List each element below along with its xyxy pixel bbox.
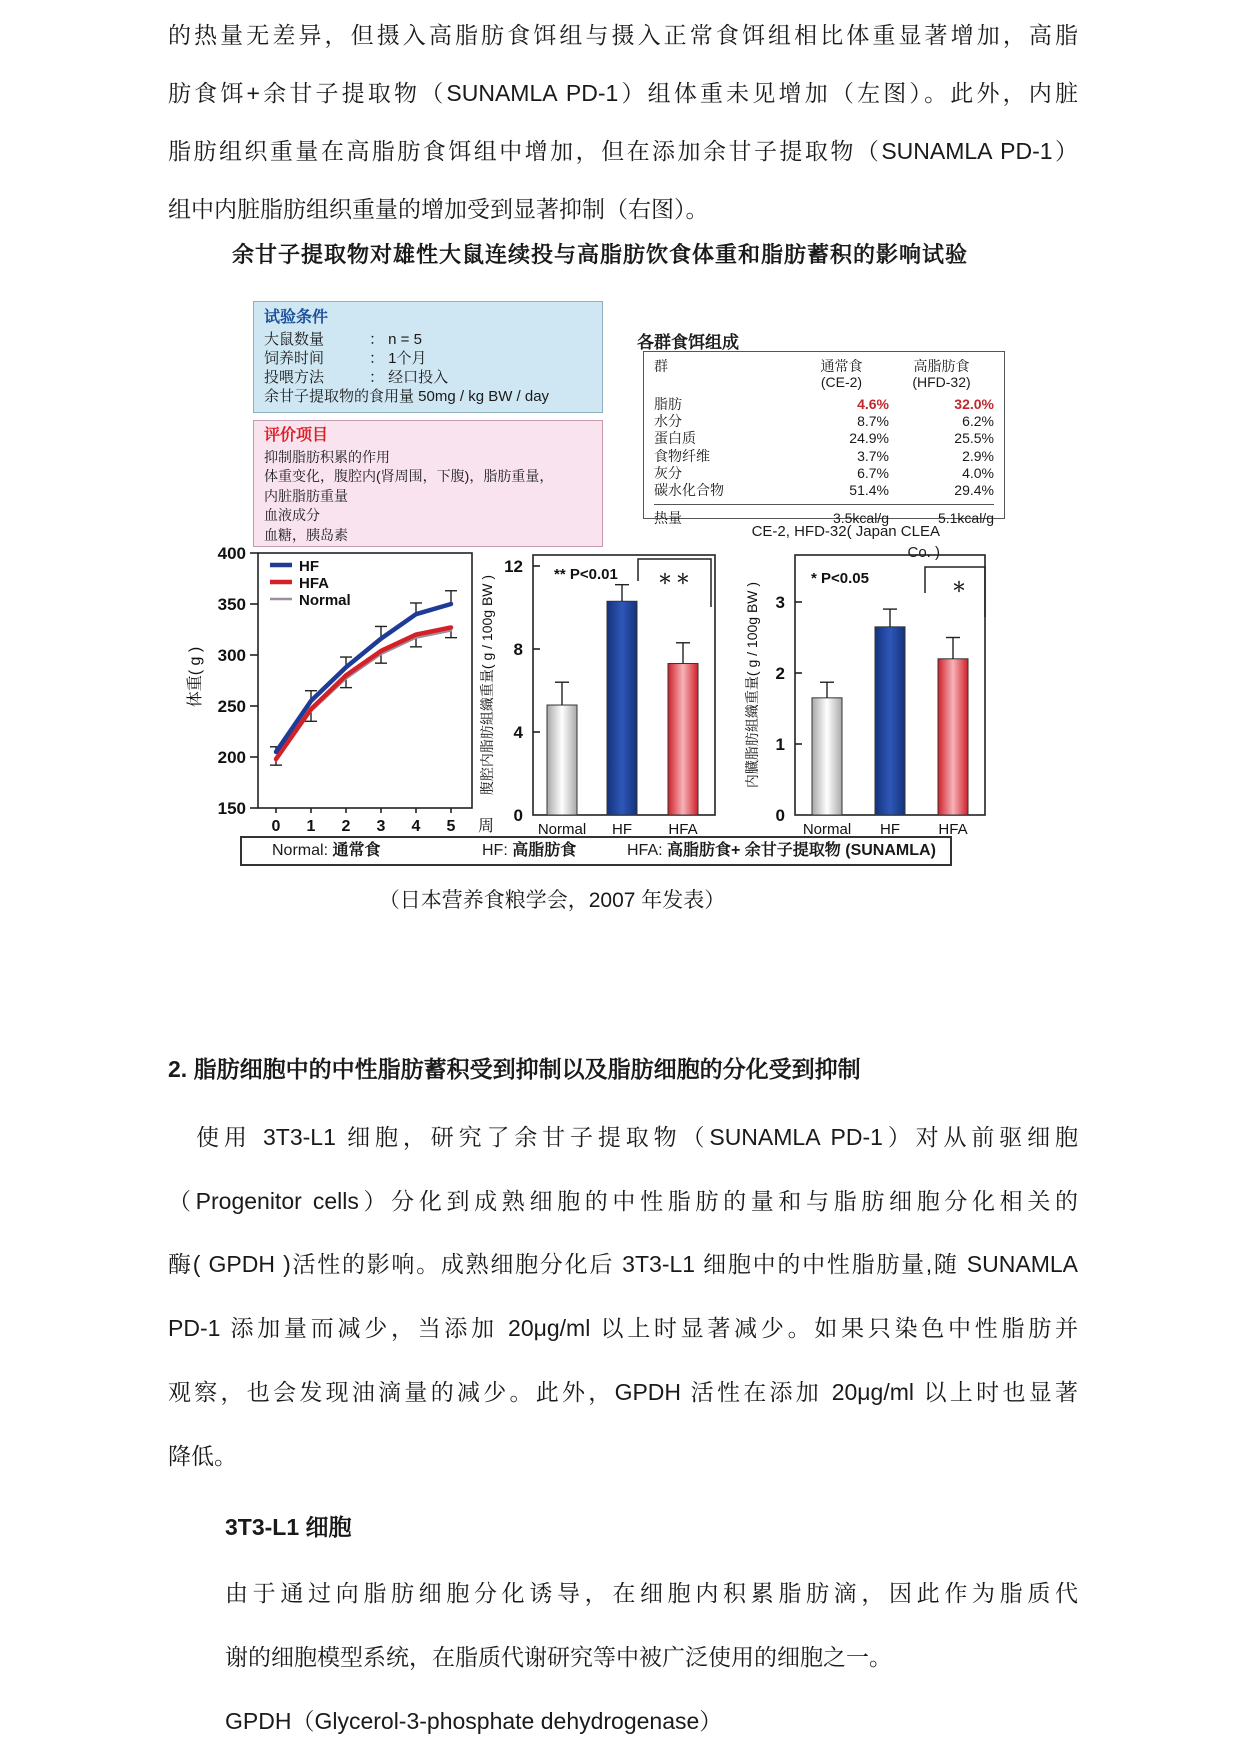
svg-text:150: 150 <box>217 799 246 818</box>
note-line: 谢的细胞模型系统，在脂质代谢研究等中被广泛使用的细胞之一。 <box>225 1644 892 1670</box>
condition-row <box>264 368 592 387</box>
table-row: 灰分 6.7% 4.0% <box>654 464 994 481</box>
svg-text:3: 3 <box>775 593 785 612</box>
table-row-energy: 热量 3.5kcal/g 5.1kcal/g <box>654 504 994 527</box>
evaluation-line: 血糖，胰岛素 <box>264 526 348 543</box>
condition-row <box>264 349 592 368</box>
diet-table-footnote: CE-2, HFD-32( Japan CLEA Co. ) <box>751 523 940 561</box>
evaluation-line: 抑制脂肪积累的作用 <box>264 448 390 465</box>
condition-label: 饲养时间 <box>264 350 325 367</box>
intro-line: 肪食饵+余甘子提取物（SUNAMLA PD-1）组体重未见增加（左图）。此外，内脏 <box>168 80 1078 106</box>
svg-text:** P<0.01: ** P<0.01 <box>554 566 618 583</box>
svg-text:200: 200 <box>217 748 246 767</box>
note-line: GPDH（Glycerol-3-phosphate dehydrogenase） <box>225 1708 723 1734</box>
table-row: 碳水化合物 51.4% 29.4% <box>654 482 994 499</box>
evaluation-line: 内脏脂肪重量 <box>264 487 348 504</box>
svg-text:8: 8 <box>513 640 523 659</box>
body-line: 酶( GPDH )活性的影响。成熟细胞分化后 3T3-L1 细胞中的中性脂肪量,随 SUNAMLA <box>168 1251 1078 1277</box>
condition-value: ： n = 5 <box>369 331 422 348</box>
note-line: 由于通过向脂肪细胞分化诱导，在细胞内积累脂肪滴，因此作为脂质代 <box>225 1580 1078 1606</box>
svg-text:HF: HF <box>880 821 900 838</box>
table-row: 水分 8.7% 6.2% <box>654 413 994 430</box>
evaluation-line: 血液成分 <box>264 507 320 523</box>
table-row: 食物纤维 3.7% 2.9% <box>654 447 994 464</box>
svg-text:* P<0.05: * P<0.05 <box>811 570 869 587</box>
svg-text:4: 4 <box>411 818 421 835</box>
svg-text:0: 0 <box>271 818 281 835</box>
legend-item: HF: 高脂肪食 <box>482 842 577 859</box>
figure-source: （日本营养食粮学会，2007 年发表） <box>378 889 726 912</box>
legend-item: HFA: 高脂肪食+ 余甘子提取物 (SUNAMLA) <box>627 842 936 859</box>
body-weight-line-chart <box>175 545 495 845</box>
abdominal-fat-bar-chart <box>470 545 730 857</box>
svg-text:2: 2 <box>341 818 351 835</box>
svg-text:Normal: Normal <box>537 821 587 838</box>
body-line: 观察，也会发现油滴量的减少。此外，GPDH 活性在添加 20μg/ml 以上时也显著 <box>168 1379 1078 1405</box>
test-conditions-box <box>253 301 603 413</box>
svg-text:＊: ＊ <box>952 579 966 595</box>
svg-text:＊ ＊: ＊ ＊ <box>658 571 690 587</box>
col-header: 高脂肪食 (HFD-32) <box>912 358 971 390</box>
visceral-fat-bar-chart <box>735 545 1005 857</box>
group-legend-bar <box>240 836 952 866</box>
table-row: 蛋白质 24.9% 25.5% <box>654 430 994 447</box>
svg-text:HFA: HFA <box>299 575 329 592</box>
figure-title: 余甘子提取物对雄性大鼠连续投与高脂肪饮食体重和脂肪蓄积的影响试验 <box>232 242 969 267</box>
svg-text:4: 4 <box>513 723 523 742</box>
evaluation-items-box <box>253 420 603 547</box>
condition-value: ： 经口投入 <box>369 369 449 386</box>
body-line: 使用 3T3-L1 细胞，研究了余甘子提取物（SUNAMLA PD-1）对从前驱细胞 <box>196 1124 1078 1150</box>
svg-text:内臓脂肪組織重量( g / 100g BW ): 内臓脂肪組織重量( g / 100g BW ) <box>744 581 760 789</box>
body-line: 降低。 <box>168 1443 237 1469</box>
svg-text:0: 0 <box>513 806 523 825</box>
body-line: PD-1 添加量而减少，当添加 20μg/ml 以上时显著减少。如果只染色中性脂肪并 <box>168 1315 1078 1341</box>
svg-text:HF: HF <box>612 821 632 838</box>
diet-table-header <box>654 358 994 390</box>
condition-label: 投喂方法 <box>264 369 325 386</box>
intro-line: 组中内脏脂肪组织重量的增加受到显著抑制（右图）。 <box>168 196 709 222</box>
svg-text:12: 12 <box>504 557 523 576</box>
intro-line: 的热量无差异，但摄入高脂肪食饵组与摄入正常食饵组相比体重显著增加，高脂 <box>168 22 1078 48</box>
evaluation-line: 体重变化，腹腔内(肾周围，下腹)，脂肪重量， <box>264 468 554 484</box>
svg-text:腹腔内脂肪組織重量( g / 100g BW ): 腹腔内脂肪組織重量( g / 100g BW ) <box>479 574 495 796</box>
svg-text:300: 300 <box>217 646 246 665</box>
section-heading: 2. 脂肪细胞中的中性脂肪蓄积受到抑制以及脂肪细胞的分化受到抑制 <box>168 1056 861 1082</box>
legend-item: Normal: 通常食 <box>272 842 381 859</box>
body-line: （Progenitor cells）分化到成熟细胞的中性脂肪的量和与脂肪细胞分化相关的 <box>168 1188 1078 1214</box>
condition-value: ： 1个月 <box>369 350 427 367</box>
svg-text:0: 0 <box>775 806 785 825</box>
svg-text:体重( g ): 体重( g ) <box>187 646 204 708</box>
svg-text:5: 5 <box>446 818 456 835</box>
diet-table-title: 各群食饵组成 <box>637 333 739 352</box>
note-heading: 3T3-L1 细胞 <box>225 1514 352 1540</box>
condition-label: 大鼠数量 <box>264 331 325 348</box>
evaluation-title: 评价项目 <box>264 427 329 444</box>
svg-text:3: 3 <box>376 818 386 835</box>
svg-text:350: 350 <box>217 595 246 614</box>
svg-text:HFA: HFA <box>668 821 698 838</box>
col-header: 通常食 (CE-2) <box>820 358 863 390</box>
svg-text:HFA: HFA <box>938 821 968 838</box>
svg-text:1: 1 <box>306 818 316 835</box>
svg-text:周: 周 <box>477 818 495 835</box>
svg-text:1: 1 <box>775 735 785 754</box>
condition-row <box>264 330 592 349</box>
svg-text:Normal: Normal <box>802 821 852 838</box>
svg-text:HF: HF <box>299 558 319 575</box>
col-header: 群 <box>654 358 668 374</box>
svg-text:2: 2 <box>775 664 785 683</box>
svg-text:250: 250 <box>217 697 246 716</box>
dose-line: 余甘子提取物的食用量 50mg / kg BW / day <box>264 388 550 405</box>
intro-line: 脂肪组织重量在高脂肪食饵组中增加，但在添加余甘子提取物（SUNAMLA PD-1） <box>168 138 1078 164</box>
conditions-title: 试验条件 <box>264 309 329 326</box>
svg-text:400: 400 <box>217 545 246 563</box>
table-row: 脂肪 4.6% 32.0% <box>654 396 994 412</box>
svg-text:Normal: Normal <box>299 592 351 609</box>
diet-table <box>643 351 1005 527</box>
